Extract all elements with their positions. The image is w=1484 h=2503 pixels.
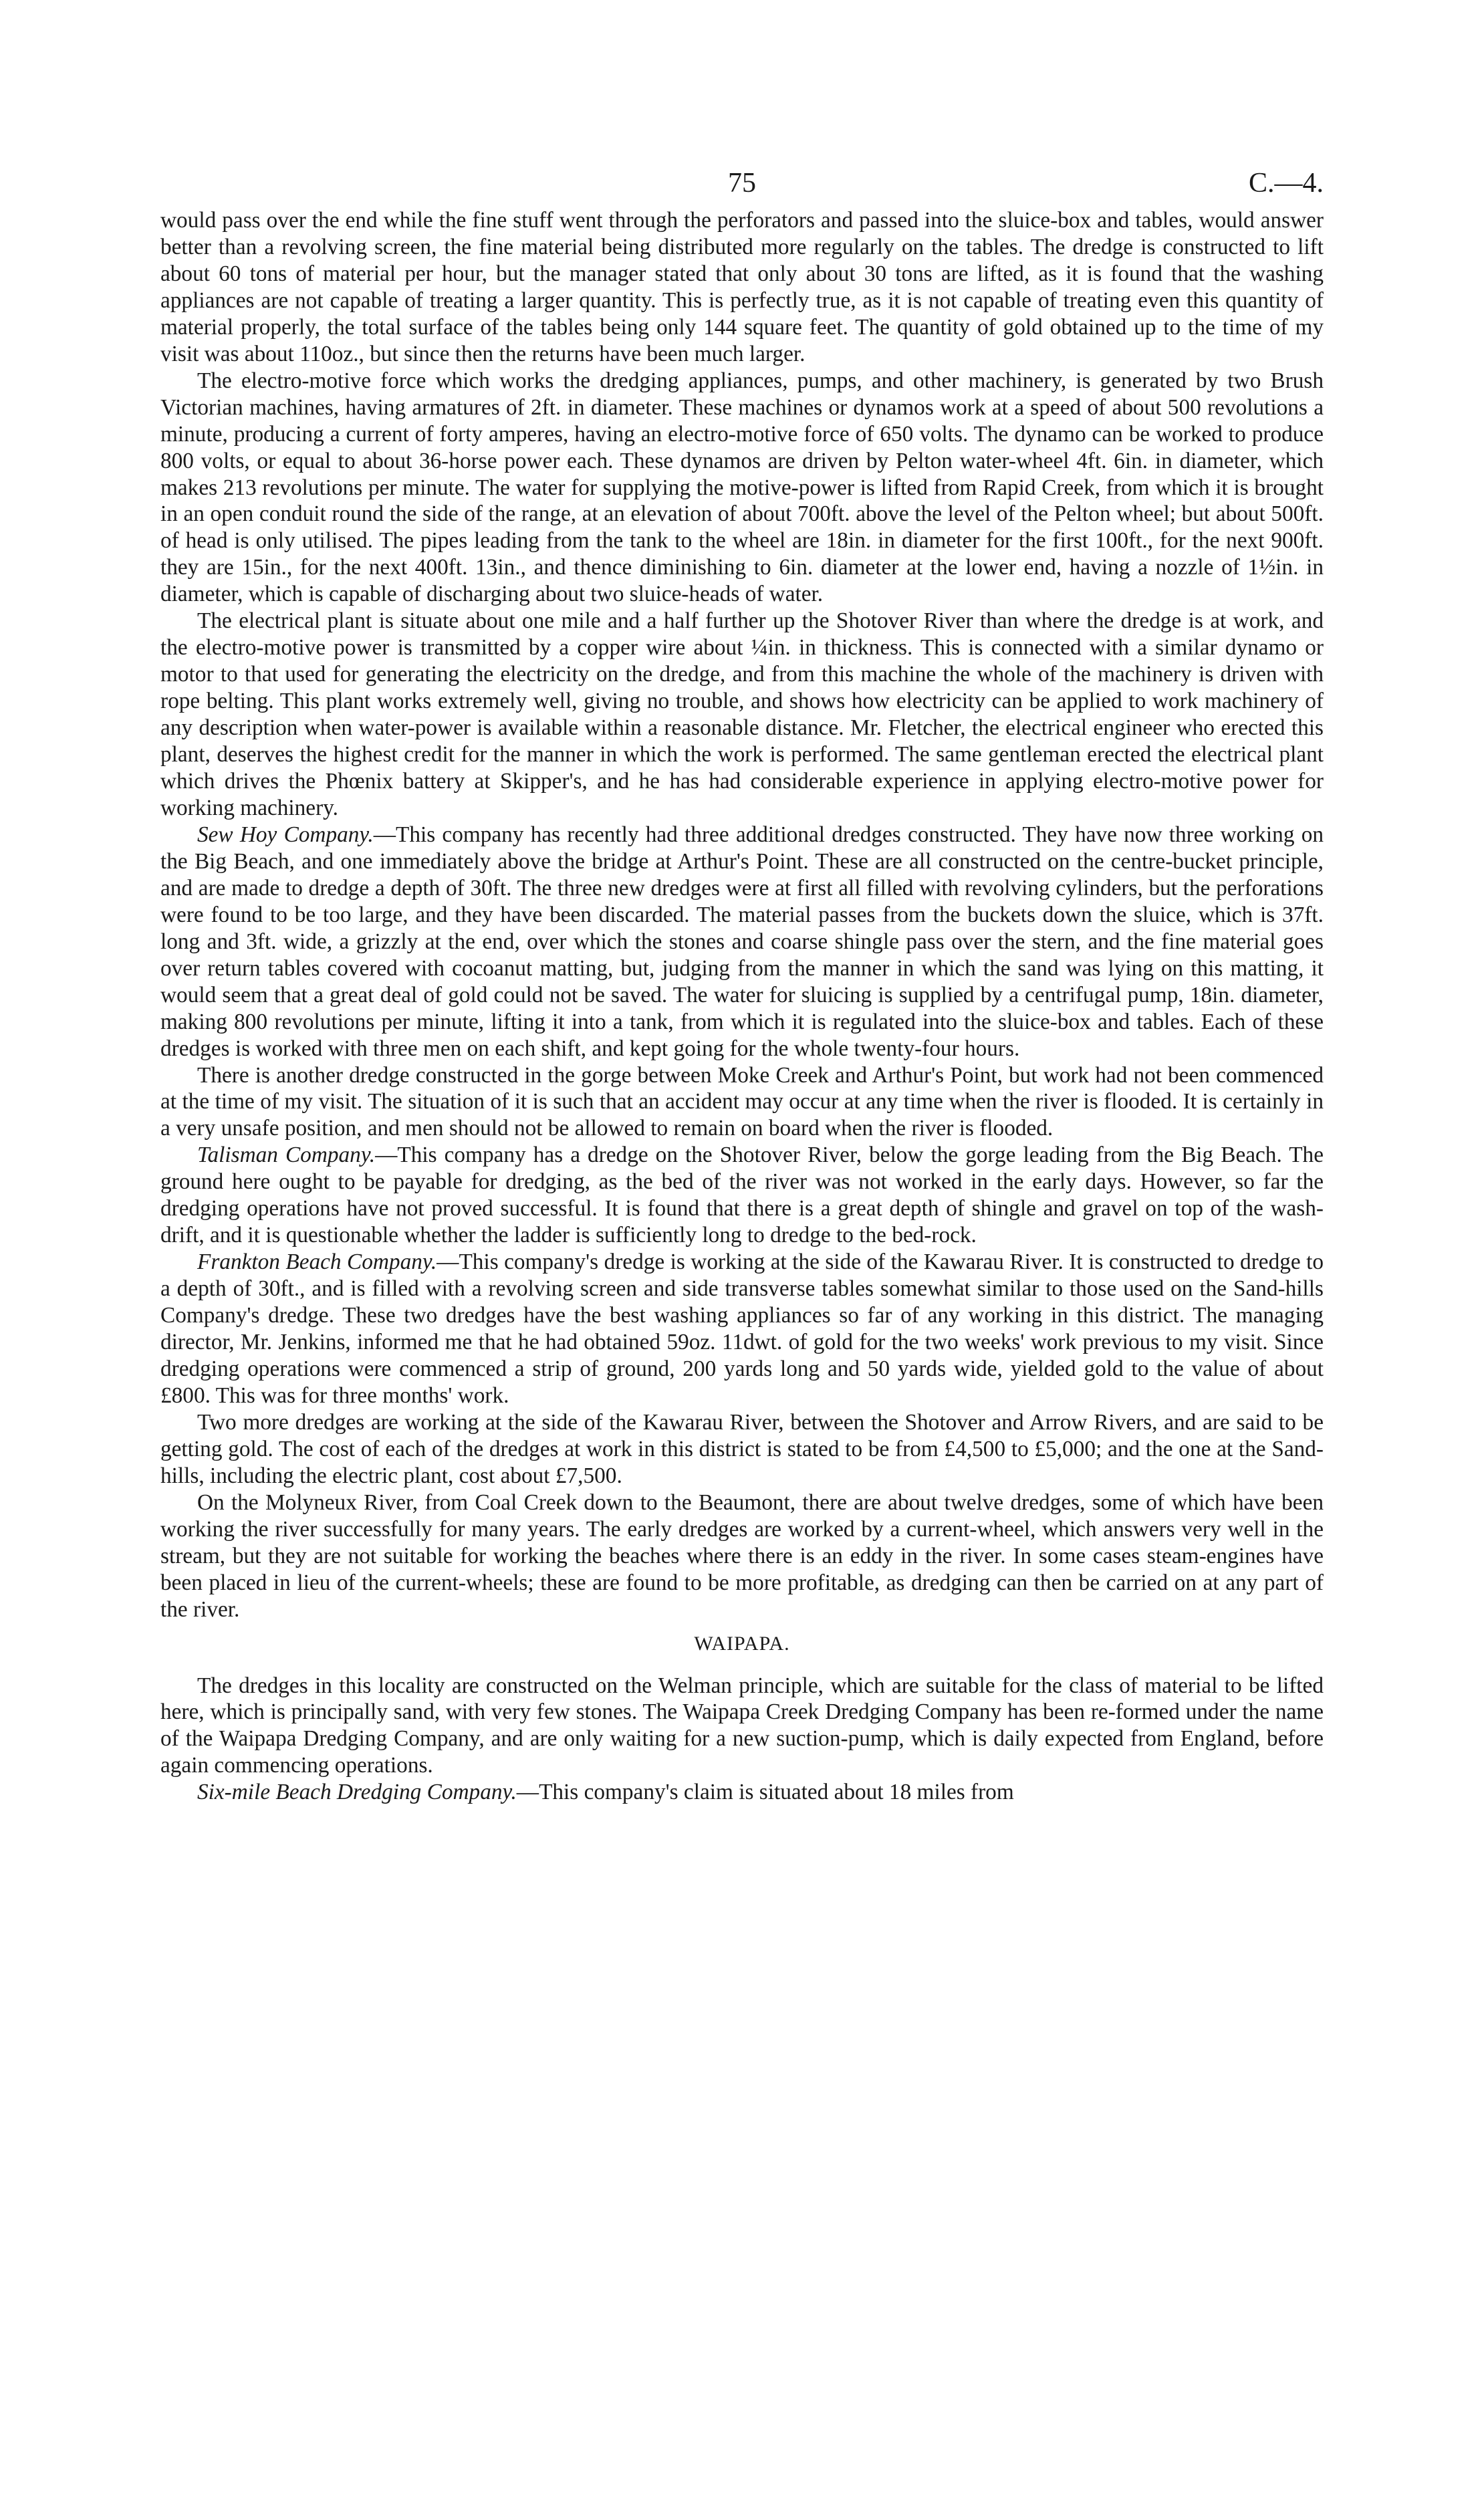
paragraph-text: —This company has a dredge on the Shotover River, below the gorge leading from the Big Beach. The ground here ought to be payable for dredging, as the bed of the river was not worked in the early days. However, so far the dredging operations have not proved successful. It is found that there is a great depth of shingle and gravel on top of the wash-drift, and it is questionable whether the ladder is sufficiently long to dredge to the bed-rock. [160,1143,1324,1248]
paragraph-talisman-company [160,1142,1324,1249]
page-header [160,160,1324,207]
document-page [160,160,1324,1806]
paragraph-text: There is another dredge constructed in the gorge between Moke Creek and Arthur's Point, but work had not been commenced at the time of my visit. The situation of it is such that an accident may occur at any time when the river is flooded. It is certainly in a very unsafe position, and men should not be allowed to remain on board when the river is flooded. [160,1062,1324,1141]
paragraph-gorge-dredge [160,1062,1324,1143]
body-text [160,207,1324,1806]
paragraph-continued [160,207,1324,368]
company-name-heading: Six-mile Beach Dredging Company. [197,1780,517,1805]
company-name-heading: Sew Hoy Company. [197,822,374,847]
paragraph-molyneux-river [160,1489,1324,1623]
paragraph-six-mile-beach-company [160,1779,1324,1806]
paragraph-electro-motive-force [160,368,1324,608]
paragraph-sew-hoy-company [160,822,1324,1062]
paragraph-frankton-beach-company [160,1249,1324,1409]
document-reference: C.—4. [1248,168,1324,199]
paragraph-text: The electrical plant is situate about one mile and a half further up the Shotover River than where the dredge is at work, and the electro-motive power is transmitted by a copper wire about ¼in. in thickness. This is connected with a similar dynamo or motor to that used for generating the electricity on the dredge, and from this machine the whole of the machinery is driven with rope belting. This plant works extremely well, giving no trouble, and shows how electricity can be applied to work machinery of any description when water-power is available within a reasonable distance. Mr. Fletcher, the electrical engineer who erected this plant, deserves the highest credit for the manner in which the work is performed. The same gentleman erected the electrical plant which drives the Phœnix battery at Skipper's, and he has had considerable experience in applying electro-motive power for working machinery. [160,608,1324,820]
paragraph-electrical-plant [160,608,1324,822]
paragraph-waipapa-dredges [160,1673,1324,1780]
paragraph-text: On the Molyneux River, from Coal Creek down to the Beaumont, there are about twelve dredges, some of which have been working the river successfully for many years. The early dredges are worked by a current-wheel, which answers very well in the stream, but they are not suitable for working the beaches where there is an eddy in the river. In some cases steam-engines have been placed in lieu of the current-wheels; these are found to be more profitable, as dredging can then be carried on at any part of the river. [160,1489,1324,1622]
paragraph-text: The dredges in this locality are constructed on the Welman principle, which are suitable for the class of material to be lifted here, which is principally sand, with very few stones. The Waipapa Creek Dredging Company has been re-formed under the name of the Waipapa Dredging Company, and are only waiting for a new suction-pump, which is daily expected from England, before again commencing operations. [160,1673,1324,1778]
paragraph-text: Two more dredges are working at the side of the Kawarau River, between the Shotover and Arrow Rivers, and are said to be getting gold. The cost of each of the dredges at work in this district is stated to be from £4,500 to £5,000; and the one at the Sand-hills, including the electric plant, cost about £7,500. [160,1409,1324,1488]
page-number: 75 [728,168,756,199]
company-name-heading: Frankton Beach Company. [197,1249,437,1275]
paragraph-text: —This company's dredge is working at the side of the Kawarau River. It is constructed to dredge to a depth of 30ft., and is filled with a revolving screen and side transverse tables somewhat similar to those used on the Sand-hills Company's dredge. These two dredges have the best washing appliances so far of any working in this district. The managing director, Mr. Jenkins, informed me that he had obtained 59oz. 11dwt. of gold for the two weeks' work previous to my visit. Since dredging operations were commenced a strip of ground, 200 yards long and 50 yards wide, yielded gold to the value of about £800. This was for three months' work. [160,1249,1324,1408]
paragraph-kawarau-dredges [160,1409,1324,1489]
paragraph-text: —This company has recently had three additional dredges constructed. They have now three working on the Big Beach, and one immediately above the bridge at Arthur's Point. These are all constructed on the centre-bucket principle, and are made to dredge a depth of 30ft. The three new dredges were at first all filled with revolving cylinders, but the perforations were found to be too large, and they have been discarded. The material passes from the buckets down the sluice, which is 37ft. long and 3ft. wide, a grizzly at the end, over which the stones and coarse shingle pass over the stern, and the fine material goes over return tables covered with cocoanut matting, but, judging from the manner in which the sand was lying on this matting, it would seem that a great deal of gold could not be saved. The water for sluicing is supplied by a centrifugal pump, 18in. diameter, making 800 revolutions per minute, lifting it into a tank, from which it is regulated into the sluice-box and tables. Each of these dredges is worked with three men on each shift, and kept going for the whole twenty-four hours. [160,822,1324,1061]
company-name-heading: Talisman Company. [197,1143,376,1168]
paragraph-text: would pass over the end while the fine stuff went through the perforators and passed into the sluice-box and tables, would answer better than a revolving screen, the fine material being distributed more regularly on the tables. The dredge is constructed to lift about 60 tons of material per hour, but the manager stated that only about 30 tons are lifted, as it is found that the washing appliances are not capable of treating a larger quantity. This is perfectly true, as it is not capable of treating even this quantity of material properly, the total surface of the tables being only 144 square feet. The quantity of gold obtained up to the time of my visit was about 110oz., but since then the returns have been much larger. [160,208,1324,366]
paragraph-text: The electro-motive force which works the dredging appliances, pumps, and other machinery, is generated by two Brush Victorian machines, having armatures of 2ft. in diameter. These machines or dynamos work at a speed of about 500 revolutions a minute, producing a current of forty amperes, having an electro-motive force of 650 volts. The dynamo can be worked to produce 800 volts, or equal to about 36-horse power each. These dynamos are driven by Pelton water-wheel 4ft. 6in. in diameter, which makes 213 revolutions per minute. The water for supplying the motive-power is lifted from Rapid Creek, from which it is brought in an open conduit round the side of the range, at an elevation of about 700ft. above the level of the Pelton wheel; but about 500ft. of head is only utilised. The pipes leading from the tank to the wheel are 18in. in diameter for the first 100ft., for the next 900ft. they are 15in., for the next 400ft. 13in., and thence diminishing to 6in. diameter at the lower end, having a nozzle of 1½in. in diameter, which is capable of discharging about two sluice-heads of water. [160,368,1324,607]
section-heading-waipapa: WAIPAPA. [694,1632,790,1655]
paragraph-text: —This company's claim is situated about 18 miles from [516,1780,1014,1805]
